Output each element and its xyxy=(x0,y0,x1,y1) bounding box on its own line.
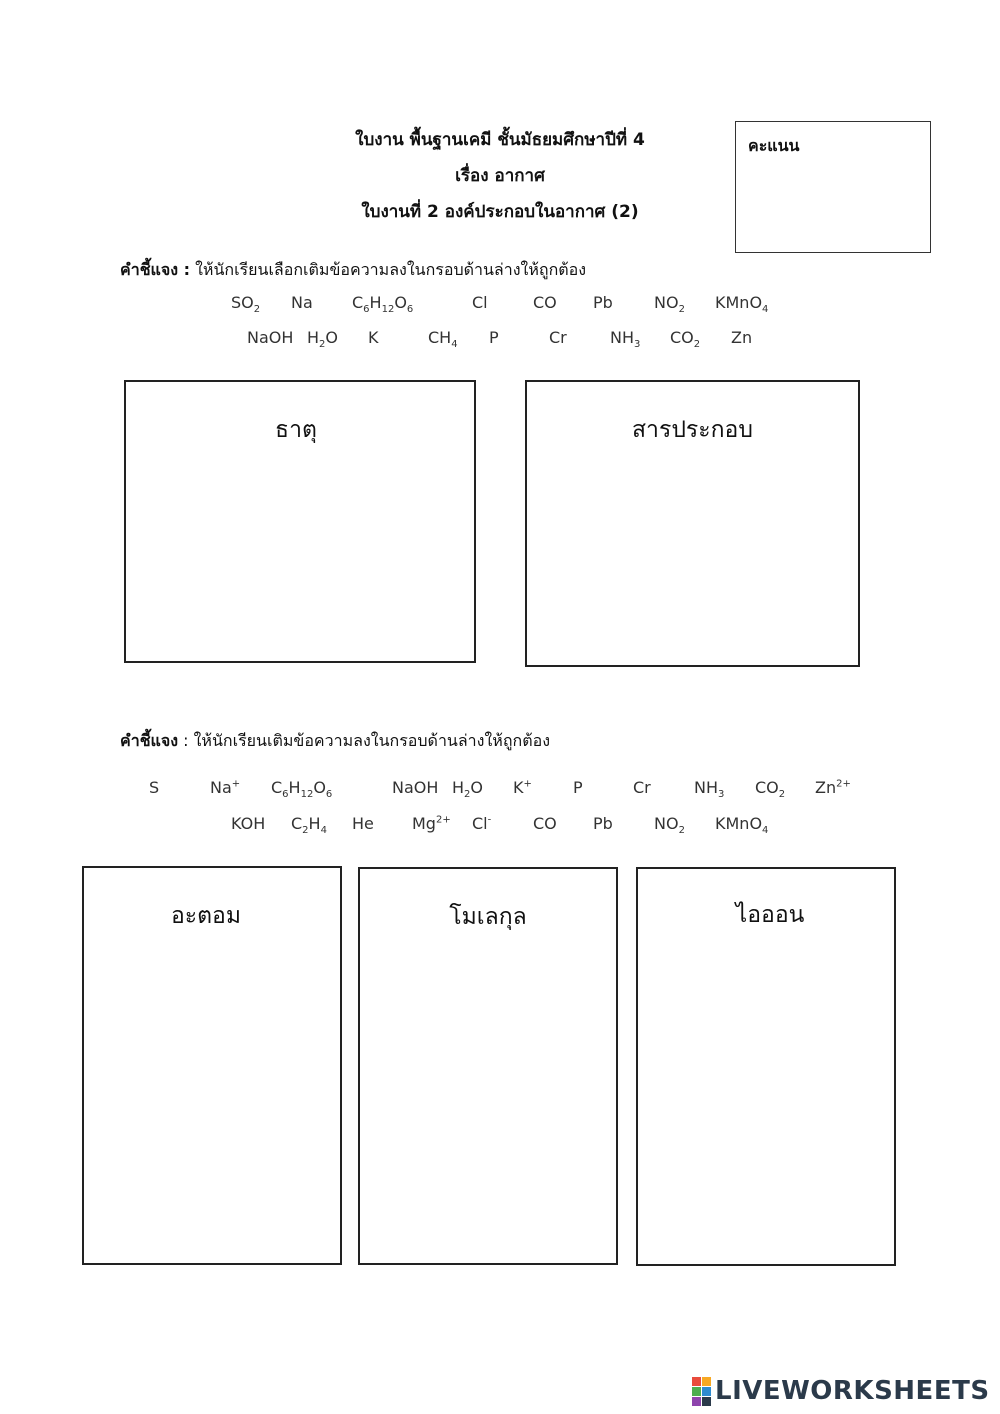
formula-symbol: KMnO xyxy=(715,814,763,833)
formula-subscript: 4 xyxy=(762,825,769,837)
worksheet-subtitle: ใบงานที่ 2 องค์ประกอบในอากาศ (2) xyxy=(361,202,639,222)
chemical-formula[interactable] xyxy=(815,778,851,797)
formula-symbol: C xyxy=(352,293,364,312)
logo-mark-icon xyxy=(692,1377,711,1406)
chemical-formula[interactable] xyxy=(489,328,499,347)
chemical-formula[interactable] xyxy=(533,293,557,312)
chemical-formula[interactable] xyxy=(755,778,785,800)
formula-symbol: P xyxy=(489,328,499,347)
chemical-formula[interactable] xyxy=(513,778,532,797)
logo-square xyxy=(692,1397,701,1406)
formula-subscript: 4 xyxy=(451,339,458,351)
formula-symbol: Cl xyxy=(472,293,488,312)
formula-symbol: O xyxy=(313,778,326,797)
chemical-formula[interactable] xyxy=(670,328,700,350)
formula-symbol: CO xyxy=(533,293,557,312)
chemical-formula[interactable] xyxy=(352,293,413,315)
formula-subscript: 12 xyxy=(381,304,395,316)
instruction-1 xyxy=(120,258,586,283)
chemical-formula[interactable] xyxy=(593,814,613,833)
formula-symbol: C xyxy=(271,778,283,797)
formula-symbol: C xyxy=(291,814,303,833)
box-molecule-label: โมเลกุล xyxy=(449,904,527,930)
formula-subscript: 6 xyxy=(406,304,414,316)
formula-symbol: Cr xyxy=(549,328,567,347)
formula-superscript: 2+ xyxy=(836,778,851,790)
formula-subscript: 3 xyxy=(634,339,641,351)
formula-symbol: KOH xyxy=(231,814,266,833)
box-molecule[interactable] xyxy=(358,867,618,1265)
logo-square xyxy=(702,1387,711,1396)
chemical-formula[interactable] xyxy=(715,814,768,836)
logo-square xyxy=(702,1377,711,1386)
formula-symbol: Cr xyxy=(633,778,651,797)
formula-symbol: K xyxy=(513,778,524,797)
chemical-formula[interactable] xyxy=(247,328,293,347)
formula-symbol: CO xyxy=(670,328,694,347)
formula-subscript: 3 xyxy=(718,789,725,801)
formula-symbol: KMnO xyxy=(715,293,763,312)
chemical-formula[interactable] xyxy=(428,328,458,350)
formula-symbol: O xyxy=(325,328,338,347)
formula-subscript: 6 xyxy=(282,789,289,801)
chemical-formula[interactable] xyxy=(231,814,265,833)
formula-symbol: CO xyxy=(533,814,557,833)
formula-symbol: CO xyxy=(755,778,779,797)
box-atom-label: อะตอม xyxy=(170,903,242,929)
formula-symbol: NaOH xyxy=(392,778,439,797)
formula-symbol: K xyxy=(368,328,379,347)
box-ion[interactable] xyxy=(636,867,896,1266)
formula-symbol: O xyxy=(470,778,483,797)
formula-subscript: 4 xyxy=(320,825,327,837)
formula-subscript: 2 xyxy=(778,789,786,801)
logo-square xyxy=(702,1397,711,1406)
chemical-formula[interactable] xyxy=(549,328,567,347)
logo-square xyxy=(692,1377,701,1386)
chemical-formula[interactable] xyxy=(149,778,159,797)
box-element[interactable] xyxy=(124,380,476,663)
formula-symbol: O xyxy=(394,293,407,312)
formula-symbol: H xyxy=(369,293,382,312)
box-compound-label: สารประกอบ xyxy=(632,417,753,443)
chemical-formula[interactable] xyxy=(307,328,338,350)
box-ion-label: ไอออน xyxy=(735,902,805,928)
formula-symbol: NO xyxy=(654,814,679,833)
formula-subscript: 2 xyxy=(319,339,326,351)
chemical-formula[interactable] xyxy=(210,778,240,797)
chemical-formula[interactable] xyxy=(368,328,379,347)
formula-symbol: Pb xyxy=(593,293,613,312)
formula-subscript: 2 xyxy=(678,304,685,316)
formula-symbol: H xyxy=(452,778,465,797)
chemical-formula[interactable] xyxy=(715,293,768,315)
formula-symbol: Cl xyxy=(472,814,488,833)
worksheet-title: ใบงาน พื้นฐานเคมี ชั้นมัธยมศึกษาปีที่ 4 xyxy=(355,130,645,150)
formula-symbol: Zn xyxy=(815,778,837,797)
logo-text: LIVEWORKSHEETS xyxy=(715,1376,990,1406)
formula-superscript: + xyxy=(231,778,241,790)
box-compound[interactable] xyxy=(525,380,860,667)
formula-symbol: NH xyxy=(694,778,718,797)
instruction-1-text: ให้นักเรียนเลือกเติมข้อความลงในกรอบด้านล่างให้ถูกต้อง xyxy=(190,260,587,279)
chemical-formula[interactable] xyxy=(291,293,313,312)
chemical-formula[interactable] xyxy=(533,814,557,833)
instruction-2 xyxy=(120,729,550,754)
formula-symbol: NaOH xyxy=(247,328,294,347)
formula-symbol: H xyxy=(307,328,320,347)
chemical-formula[interactable] xyxy=(654,293,685,315)
instruction-2-text: : ให้นักเรียนเติมข้อความลงในกรอบด้านล่างให้ถูกต้อง xyxy=(178,731,551,750)
formula-symbol: Mg xyxy=(412,814,436,833)
formula-symbol: P xyxy=(573,778,583,797)
formula-symbol: SO xyxy=(231,293,254,312)
chemical-formula[interactable] xyxy=(412,814,451,833)
chemical-formula[interactable] xyxy=(271,778,332,800)
instruction-1-label: คำชี้แจง : xyxy=(120,260,191,279)
worksheet-topic: เรื่อง อากาศ xyxy=(455,166,545,186)
formula-symbol: S xyxy=(149,778,160,797)
formula-subscript: 2 xyxy=(678,825,685,837)
chemical-formula[interactable] xyxy=(633,778,651,797)
score-label: คะแนน xyxy=(748,136,800,155)
chemical-formula[interactable] xyxy=(694,778,724,800)
chemical-formula[interactable] xyxy=(472,814,491,833)
formula-symbol: Zn xyxy=(731,328,753,347)
formula-subscript: 2 xyxy=(693,339,701,351)
formula-superscript: 2+ xyxy=(435,814,451,826)
chemical-formula[interactable] xyxy=(610,328,640,350)
formula-subscript: 6 xyxy=(363,304,370,316)
chemical-formula[interactable] xyxy=(654,814,685,836)
formula-symbol: CH xyxy=(428,328,452,347)
formula-symbol: H xyxy=(288,778,301,797)
formula-superscript: - xyxy=(487,814,492,826)
chemical-formula[interactable] xyxy=(291,814,327,836)
chemical-formula[interactable] xyxy=(231,293,260,315)
formula-symbol: Na xyxy=(210,778,232,797)
chemical-formula[interactable] xyxy=(352,814,374,833)
formula-subscript: 2 xyxy=(253,304,261,316)
formula-superscript: + xyxy=(523,778,532,790)
formula-subscript: 6 xyxy=(325,789,333,801)
chemical-formula[interactable] xyxy=(392,778,438,797)
box-atom[interactable] xyxy=(82,866,342,1265)
formula-symbol: H xyxy=(308,814,321,833)
chemical-formula[interactable] xyxy=(593,293,613,312)
chemical-formula[interactable] xyxy=(472,293,488,312)
formula-symbol: NH xyxy=(610,328,634,347)
chemical-formula[interactable] xyxy=(452,778,483,800)
formula-subscript: 2 xyxy=(302,825,309,837)
instruction-2-label: คำชี้แจง xyxy=(120,731,179,750)
formula-symbol: He xyxy=(352,814,374,833)
formula-symbol: Na xyxy=(291,293,313,312)
liveworksheets-logo xyxy=(692,1376,990,1406)
formula-symbol: Pb xyxy=(593,814,613,833)
chemical-formula[interactable] xyxy=(573,778,583,797)
score-box[interactable] xyxy=(735,121,931,253)
box-element-label: ธาตุ xyxy=(275,417,317,443)
chemical-formula[interactable] xyxy=(731,328,752,347)
formula-subscript: 4 xyxy=(762,304,769,316)
formula-subscript: 12 xyxy=(300,789,314,801)
formula-subscript: 2 xyxy=(464,789,471,801)
formula-symbol: NO xyxy=(654,293,679,312)
logo-square xyxy=(692,1387,701,1396)
